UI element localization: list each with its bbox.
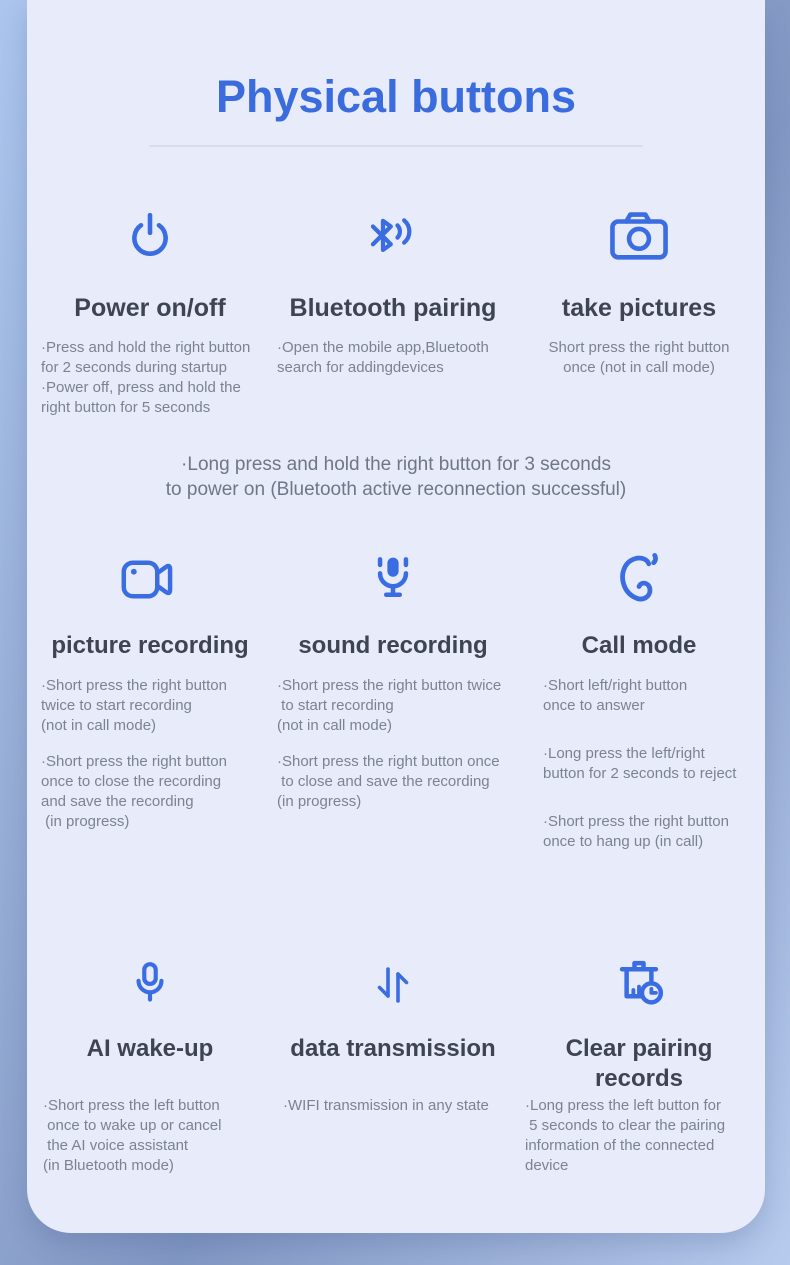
feature-text: ·Short press the left button once to wake up or cancel the AI voice assistant (in Bluetooth mode) (43, 1096, 222, 1174)
content-card (27, 0, 765, 1233)
title-divider (149, 145, 643, 147)
video-camera-icon (121, 550, 179, 608)
feature-text: ·Short left/right button once to answer (543, 676, 688, 714)
feature-bluetooth (273, 207, 513, 418)
feature-title: data transmission (290, 1034, 496, 1062)
feature-text: ·Short press the right button once to close and save the recording (in progress) (277, 752, 500, 810)
camera-icon (609, 207, 669, 265)
feature-title: sound recording (298, 632, 488, 659)
feature-sound-recording (273, 550, 513, 880)
feature-take-pictures (513, 207, 765, 418)
features-row-2 (27, 550, 765, 880)
feature-text: ·Long press the left button for 5 seconds to clear the pairing information of the connected device (525, 1096, 726, 1174)
feature-title: Clear pairing records (565, 1034, 713, 1092)
feature-clear-pairing (513, 956, 765, 1176)
feature-text: ·Short press the right button twice to start recording (not in call mode) (277, 676, 502, 734)
feature-text: ·Press and hold the right button for 2 seconds during startup ·Power off, press and hold the right button for 5 seconds (41, 339, 251, 416)
feature-title: Bluetooth pairing (289, 294, 497, 322)
feature-title: picture recording (51, 632, 249, 659)
feature-title: Call mode (581, 632, 697, 659)
feature-text: ·Open the mobile app,Bluetooth search for addingdevices (277, 339, 489, 376)
data-transfer-arrows-icon (369, 956, 417, 1014)
note-text: ·Long press and hold the right button for 3 seconds to power on (Bluetooth active reconnection successful) (165, 454, 627, 500)
feature-title: Power on/off (74, 294, 226, 322)
features-row-1 (27, 207, 765, 418)
feature-text: Short press the right button once (not in call mode) (548, 339, 730, 376)
feature-text: ·WIFI transmission in any state (283, 1096, 489, 1114)
feature-power (27, 207, 273, 418)
page-title: Physical buttons (215, 71, 577, 122)
feature-text: ·Short press the right button once to close the recording and save the recording (in progress) (41, 752, 227, 830)
feature-call-mode (513, 550, 765, 880)
feature-picture-recording (27, 550, 273, 880)
features-row-3 (27, 956, 765, 1176)
feature-text: ·Short press the right button twice to start recording (not in call mode) (41, 676, 227, 734)
bluetooth-icon (364, 207, 422, 265)
feature-ai-wakeup (27, 956, 273, 1176)
feature-title: take pictures (561, 294, 717, 322)
feature-data-transmission (273, 956, 513, 1176)
power-icon (125, 207, 175, 265)
feature-text: ·Short press the right button once to hang up (in call) (543, 812, 729, 850)
microphone-outline-icon (125, 956, 175, 1014)
microphone-filled-icon (366, 550, 420, 608)
feature-text: ·Long press the left/right button for 2 seconds to reject (543, 744, 737, 782)
feature-title: AI wake-up (86, 1034, 214, 1062)
phone-handset-icon (613, 550, 665, 608)
trash-clock-icon (612, 956, 666, 1014)
